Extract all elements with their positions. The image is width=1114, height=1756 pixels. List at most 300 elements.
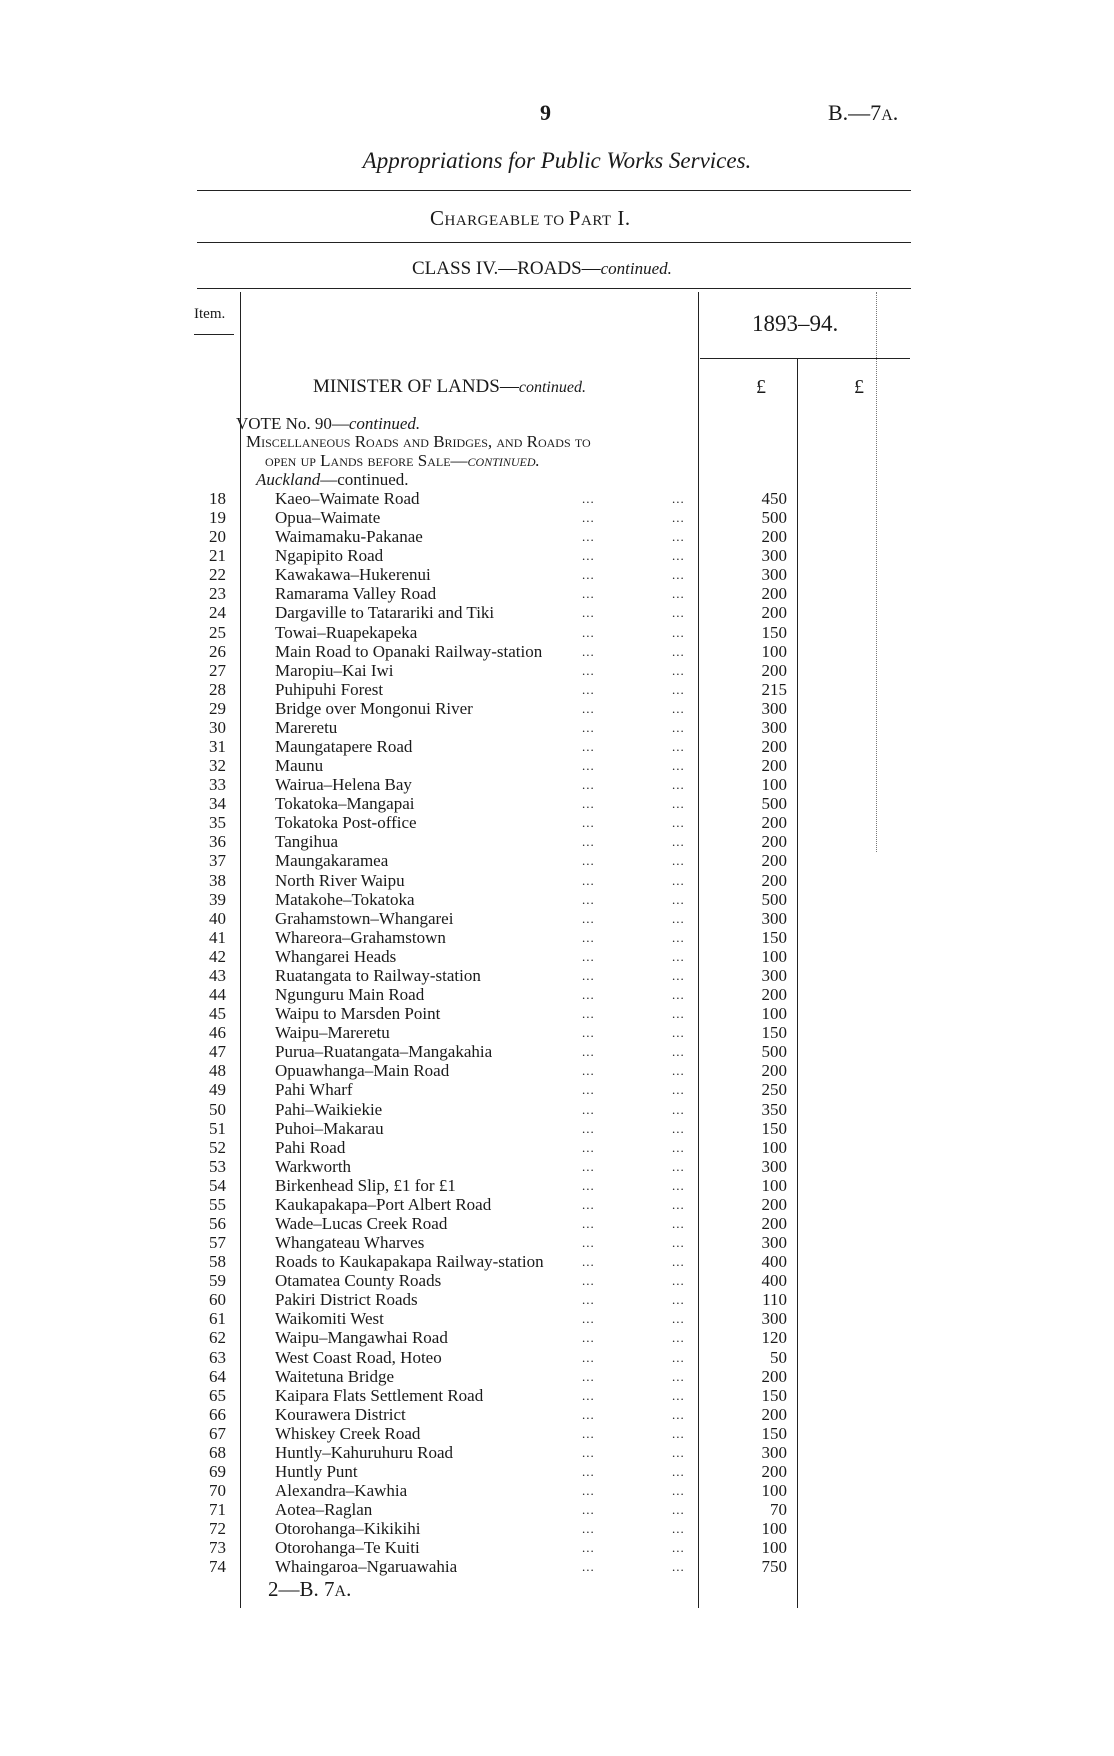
amount-value: 215 (761, 679, 787, 699)
amount-value: 100 (761, 946, 787, 966)
year-header-underline (700, 358, 910, 359)
leader-dots: ... (672, 548, 685, 564)
amount-value: 400 (761, 1252, 787, 1272)
item-number: 62 (209, 1328, 226, 1348)
amount-value: 100 (761, 1175, 787, 1195)
table-row (0, 1481, 1114, 1500)
leader-dots: ... (672, 1349, 685, 1365)
rule-top (197, 190, 911, 191)
leader-dots: ... (672, 1483, 685, 1499)
chargeable-rest: HARGEABLE (444, 213, 540, 229)
item-number: 22 (209, 565, 226, 585)
item-number: 70 (209, 1481, 226, 1501)
leader-dots: ... (672, 1063, 685, 1079)
road-name: Towai–Ruapekapeka (275, 622, 418, 642)
leader-dots: ... (672, 1502, 685, 1518)
amount-value: 300 (761, 1442, 787, 1462)
table-row (0, 1557, 1114, 1576)
leader-dots: ... (582, 586, 595, 602)
item-number: 18 (209, 489, 226, 508)
leader-dots: ... (582, 1559, 595, 1575)
leader-dots: ... (672, 815, 685, 831)
table-row (0, 966, 1114, 985)
leader-dots: ... (582, 1311, 595, 1327)
leader-dots: ... (672, 891, 685, 907)
table-row (0, 546, 1114, 565)
road-name: Alexandra–Kawhia (275, 1481, 408, 1501)
table-row (0, 489, 1114, 508)
road-name: Wade–Lucas Creek Road (275, 1213, 448, 1233)
leader-dots: ... (672, 1006, 685, 1022)
item-number: 61 (209, 1309, 226, 1329)
amount-value: 100 (761, 1519, 787, 1539)
chargeable-art: ART (580, 213, 612, 229)
amount-value: 350 (761, 1099, 787, 1119)
amount-value: 200 (761, 660, 787, 680)
road-name: Huntly Punt (275, 1461, 358, 1481)
amount-value: 150 (761, 1423, 787, 1443)
chargeable-heading (430, 206, 631, 231)
chargeable-p: P (568, 206, 581, 230)
class-heading-italic: continued. (600, 259, 672, 278)
table-row (0, 1252, 1114, 1271)
leader-dots: ... (582, 719, 595, 735)
amount-value: 150 (761, 1023, 787, 1043)
amount-value: 500 (761, 508, 787, 528)
document-reference (828, 100, 898, 126)
item-number: 57 (209, 1233, 226, 1253)
leader-dots: ... (582, 1215, 595, 1231)
item-number: 58 (209, 1252, 226, 1272)
chargeable-to: TO (539, 213, 569, 229)
leader-dots: ... (582, 491, 595, 506)
leader-dots: ... (672, 1330, 685, 1346)
leader-dots: ... (672, 1044, 685, 1060)
doc-ref-suffix: A (881, 107, 893, 124)
leader-dots: ... (672, 719, 685, 735)
minister-heading (313, 376, 586, 398)
table-row (0, 584, 1114, 603)
leader-dots: ... (582, 1483, 595, 1499)
leader-dots: ... (672, 1292, 685, 1308)
leader-dots: ... (582, 1425, 595, 1441)
amount-value: 150 (761, 1385, 787, 1405)
road-name: Kawakawa–Hukerenui (275, 565, 431, 585)
road-name: Kaeo–Waimate Road (275, 489, 420, 508)
amount-value: 200 (761, 737, 787, 757)
leader-dots: ... (582, 1235, 595, 1251)
item-number: 40 (209, 908, 226, 928)
road-name: Puhipuhi Forest (275, 679, 384, 699)
road-name: Purua–Ruatangata–Mangakahia (275, 1042, 493, 1062)
table-row (0, 565, 1114, 584)
item-number: 39 (209, 889, 226, 909)
amount-value: 200 (761, 832, 787, 852)
leader-dots: ... (582, 1025, 595, 1041)
item-number: 66 (209, 1404, 226, 1424)
amount-value: 300 (761, 908, 787, 928)
road-name: Kourawera District (275, 1404, 406, 1424)
doc-ref-main: B.—7 (828, 100, 882, 125)
road-name: Ruatangata to Railway-station (275, 965, 481, 985)
item-number: 36 (209, 832, 226, 852)
item-number: 64 (209, 1366, 226, 1386)
table-row (0, 1443, 1114, 1462)
table-row (0, 775, 1114, 794)
vote-heading (236, 414, 420, 434)
amount-value: 100 (761, 1481, 787, 1501)
leader-dots: ... (582, 1521, 595, 1537)
table-row (0, 1538, 1114, 1557)
leader-dots: ... (582, 1101, 595, 1117)
road-name: Roads to Kaukapakapa Railway-station (275, 1252, 544, 1272)
table-row (0, 1080, 1114, 1099)
item-number: 20 (209, 527, 226, 547)
leader-dots: ... (672, 510, 685, 526)
item-number: 35 (209, 813, 226, 833)
table-row (0, 1042, 1114, 1061)
item-number: 26 (209, 641, 226, 661)
leader-dots: ... (672, 1025, 685, 1041)
leader-dots: ... (672, 929, 685, 945)
leader-dots: ... (582, 1540, 595, 1556)
page-number: 9 (540, 100, 551, 125)
table-row (0, 756, 1114, 775)
item-number: 21 (209, 546, 226, 566)
road-name: Matakohe–Tokatoka (275, 889, 415, 909)
amount-value: 250 (761, 1080, 787, 1100)
road-name: West Coast Road, Hoteo (275, 1347, 442, 1367)
leader-dots: ... (582, 643, 595, 659)
leader-dots: ... (582, 1292, 595, 1308)
minister-heading-main: MINISTER OF LANDS— (313, 376, 519, 397)
leader-dots: ... (672, 529, 685, 545)
item-number: 42 (209, 946, 226, 966)
leader-dots: ... (582, 567, 595, 583)
signature-mark-main: 2—B. 7 (268, 1577, 335, 1601)
table-row (0, 661, 1114, 680)
road-name: Waipu–Mangawhai Road (275, 1328, 448, 1348)
leader-dots: ... (672, 624, 685, 640)
vote-description-line2-main: open up Lands before Sale— (265, 451, 468, 470)
table-row (0, 985, 1114, 1004)
leader-dots: ... (672, 681, 685, 697)
road-name: Ramarama Valley Road (275, 584, 437, 604)
road-name: Waikomiti West (275, 1309, 384, 1329)
table-row (0, 1462, 1114, 1481)
table-row (0, 832, 1114, 851)
leader-dots: ... (672, 1425, 685, 1441)
vote-description-line2-italic: continued. (467, 451, 540, 470)
item-number: 25 (209, 622, 226, 642)
table-row (0, 851, 1114, 870)
vote-description-line1: Miscellaneous Roads and Bridges, and Roads to (246, 432, 591, 451)
item-number: 54 (209, 1175, 226, 1195)
leader-dots: ... (582, 662, 595, 678)
leader-dots: ... (582, 681, 595, 697)
road-name: Pahi–Waikiekie (275, 1099, 383, 1119)
table-row (0, 1328, 1114, 1347)
amount-value: 300 (761, 1309, 787, 1329)
leader-dots: ... (582, 1349, 595, 1365)
road-name: Pakiri District Roads (275, 1290, 418, 1310)
year-column-header: 1893–94. (752, 311, 839, 336)
table-row (0, 1100, 1114, 1119)
leader-dots: ... (582, 1196, 595, 1212)
leader-dots: ... (582, 739, 595, 755)
item-number: 46 (209, 1023, 226, 1043)
item-number: 32 (209, 756, 226, 776)
leader-dots: ... (672, 834, 685, 850)
leader-dots: ... (582, 1502, 595, 1518)
road-name: Mareretu (275, 717, 338, 737)
road-name: Otamatea County Roads (275, 1271, 442, 1291)
item-number: 49 (209, 1080, 226, 1100)
table-row (0, 1023, 1114, 1042)
amount-value: 50 (770, 1347, 787, 1367)
road-name: Ngunguru Main Road (275, 985, 425, 1005)
item-number: 50 (209, 1099, 226, 1119)
item-number: 43 (209, 965, 226, 985)
item-number: 28 (209, 679, 226, 699)
road-name: Tokatoka–Mangapai (275, 794, 415, 814)
leader-dots: ... (582, 605, 595, 621)
amount-value: 500 (761, 889, 787, 909)
leader-dots: ... (582, 1463, 595, 1479)
leader-dots: ... (582, 929, 595, 945)
table-row (0, 1061, 1114, 1080)
minister-heading-italic: continued. (518, 379, 586, 396)
road-name: Waimamaku-Pakanae (275, 527, 423, 547)
leader-dots: ... (582, 1063, 595, 1079)
table-row (0, 1004, 1114, 1023)
signature-mark-period: . (346, 1577, 352, 1601)
amount-value: 200 (761, 603, 787, 623)
road-name: Wairua–Helena Bay (275, 775, 412, 795)
leader-dots: ... (582, 1158, 595, 1174)
road-name: Otorohanga–Kikikihi (275, 1519, 421, 1539)
amount-value: 200 (761, 1366, 787, 1386)
road-name: Whaingaroa–Ngaruawahia (275, 1557, 458, 1577)
amount-value: 110 (762, 1290, 787, 1310)
road-name: Maungatapere Road (275, 737, 413, 757)
leader-dots: ... (672, 1215, 685, 1231)
table-row (0, 603, 1114, 622)
leader-dots: ... (582, 834, 595, 850)
leader-dots: ... (672, 1082, 685, 1098)
table-row (0, 1195, 1114, 1214)
leader-dots: ... (582, 815, 595, 831)
leader-dots: ... (672, 777, 685, 793)
road-name: Opuawhanga–Main Road (275, 1061, 450, 1081)
leader-dots: ... (582, 910, 595, 926)
table-row (0, 1367, 1114, 1386)
amount-value: 200 (761, 584, 787, 604)
table-row (0, 928, 1114, 947)
road-name: Main Road to Opanaki Railway-station (275, 641, 543, 661)
table-row (0, 794, 1114, 813)
road-name: Birkenhead Slip, £1 for £1 (275, 1175, 456, 1195)
vote-description-line2 (265, 451, 540, 471)
table-row (0, 527, 1114, 546)
leader-dots: ... (582, 1387, 595, 1403)
amount-value: 300 (761, 965, 787, 985)
item-number: 71 (209, 1500, 226, 1520)
page-title-text: Appropriations for Public Works Services. (362, 148, 752, 173)
table-row (0, 1424, 1114, 1443)
leader-dots: ... (582, 987, 595, 1003)
table-row (0, 871, 1114, 890)
road-name: North River Waipu (275, 870, 405, 890)
leader-dots: ... (582, 1006, 595, 1022)
amount-value: 200 (761, 870, 787, 890)
table-row (0, 813, 1114, 832)
amount-value: 200 (761, 1461, 787, 1481)
table-row (0, 1405, 1114, 1424)
leader-dots: ... (582, 1120, 595, 1136)
amount-value: 450 (761, 489, 787, 508)
amount-value: 100 (761, 775, 787, 795)
leader-dots: ... (672, 1101, 685, 1117)
road-name: Maungakaramea (275, 851, 389, 871)
road-name: Tangihua (275, 832, 339, 852)
amount-value: 400 (761, 1271, 787, 1291)
table-row (0, 1290, 1114, 1309)
road-name: Grahamstown–Whangarei (275, 908, 454, 928)
road-name: Opua–Waimate (275, 508, 381, 528)
item-number: 63 (209, 1347, 226, 1367)
vote-heading-main: VOTE No. 90— (236, 414, 349, 433)
road-name: Bridge over Mongonui River (275, 698, 473, 718)
leader-dots: ... (672, 700, 685, 716)
road-name: Aotea–Raglan (275, 1500, 373, 1520)
leader-dots: ... (672, 758, 685, 774)
road-name: Maropiu–Kai Iwi (275, 660, 394, 680)
table-row (0, 642, 1114, 661)
road-name: Ngapipito Road (275, 546, 384, 566)
road-name: Tokatoka Post-office (275, 813, 417, 833)
leader-dots: ... (672, 567, 685, 583)
road-name: Waitetuna Bridge (275, 1366, 395, 1386)
amount-value: 150 (761, 622, 787, 642)
leader-dots: ... (582, 967, 595, 983)
table-row (0, 1309, 1114, 1328)
leader-dots: ... (672, 1387, 685, 1403)
road-name: Whangateau Wharves (275, 1233, 425, 1253)
leader-dots: ... (672, 1311, 685, 1327)
table-row (0, 737, 1114, 756)
item-number: 47 (209, 1042, 226, 1062)
leader-dots: ... (672, 872, 685, 888)
table-row (0, 909, 1114, 928)
road-name: Whiskey Creek Road (275, 1423, 421, 1443)
item-number: 34 (209, 794, 226, 814)
item-header-underline (194, 334, 234, 335)
table-row (0, 947, 1114, 966)
item-number: 69 (209, 1461, 226, 1481)
table-row (0, 1233, 1114, 1252)
item-number: 59 (209, 1271, 226, 1291)
leader-dots: ... (672, 1158, 685, 1174)
leader-dots: ... (672, 987, 685, 1003)
leader-dots: ... (582, 510, 595, 526)
amount-value: 200 (761, 1213, 787, 1233)
amount-value: 150 (761, 1118, 787, 1138)
leader-dots: ... (672, 1273, 685, 1289)
region-continued: —continued. (320, 470, 409, 489)
leader-dots: ... (672, 739, 685, 755)
chargeable-c: C (430, 206, 445, 230)
leader-dots: ... (582, 1330, 595, 1346)
item-number: 24 (209, 603, 226, 623)
amount-value: 100 (761, 641, 787, 661)
road-name: Pahi Road (275, 1137, 346, 1157)
table-row (0, 680, 1114, 699)
item-number: 30 (209, 717, 226, 737)
leader-dots: ... (672, 796, 685, 812)
road-name: Huntly–Kahuruhuru Road (275, 1442, 454, 1462)
leader-dots: ... (582, 891, 595, 907)
item-number: 29 (209, 698, 226, 718)
table-row (0, 1519, 1114, 1538)
leader-dots: ... (672, 1120, 685, 1136)
amount-value: 300 (761, 1233, 787, 1253)
leader-dots: ... (672, 1559, 685, 1575)
item-number: 44 (209, 985, 226, 1005)
item-number: 38 (209, 870, 226, 890)
leader-dots: ... (582, 548, 595, 564)
item-number: 73 (209, 1538, 226, 1558)
amount-value: 100 (761, 1004, 787, 1024)
signature-mark (268, 1577, 351, 1602)
table-row (0, 1348, 1114, 1367)
leader-dots: ... (582, 1044, 595, 1060)
road-name: Otorohanga–Te Kuiti (275, 1538, 420, 1558)
item-number: 51 (209, 1118, 226, 1138)
leader-dots: ... (672, 1196, 685, 1212)
amount-value: 200 (761, 851, 787, 871)
currency-symbol-total: £ (854, 376, 864, 398)
amount-value: 300 (761, 546, 787, 566)
leader-dots: ... (582, 1406, 595, 1422)
item-column-header: Item. (194, 306, 226, 322)
table-row (0, 718, 1114, 737)
leader-dots: ... (582, 796, 595, 812)
region-name: Auckland (256, 470, 321, 489)
item-number: 65 (209, 1385, 226, 1405)
leader-dots: ... (672, 643, 685, 659)
leader-dots: ... (582, 948, 595, 964)
amount-value: 200 (761, 813, 787, 833)
road-name: Whangarei Heads (275, 946, 397, 966)
item-number: 23 (209, 584, 226, 604)
table-row (0, 623, 1114, 642)
road-name: Pahi Wharf (275, 1080, 353, 1100)
road-name: Kaipara Flats Settlement Road (275, 1385, 484, 1405)
leader-dots: ... (672, 1463, 685, 1479)
item-number: 67 (209, 1423, 226, 1443)
item-number: 33 (209, 775, 226, 795)
amount-value: 70 (770, 1500, 787, 1520)
rule-table-top (197, 288, 911, 289)
item-number: 60 (209, 1290, 226, 1310)
amount-value: 200 (761, 1194, 787, 1214)
leader-dots: ... (672, 491, 685, 506)
leader-dots: ... (582, 872, 595, 888)
amount-value: 200 (761, 1061, 787, 1081)
amount-value: 200 (761, 985, 787, 1005)
road-name: Kaukapakapa–Port Albert Road (275, 1194, 492, 1214)
